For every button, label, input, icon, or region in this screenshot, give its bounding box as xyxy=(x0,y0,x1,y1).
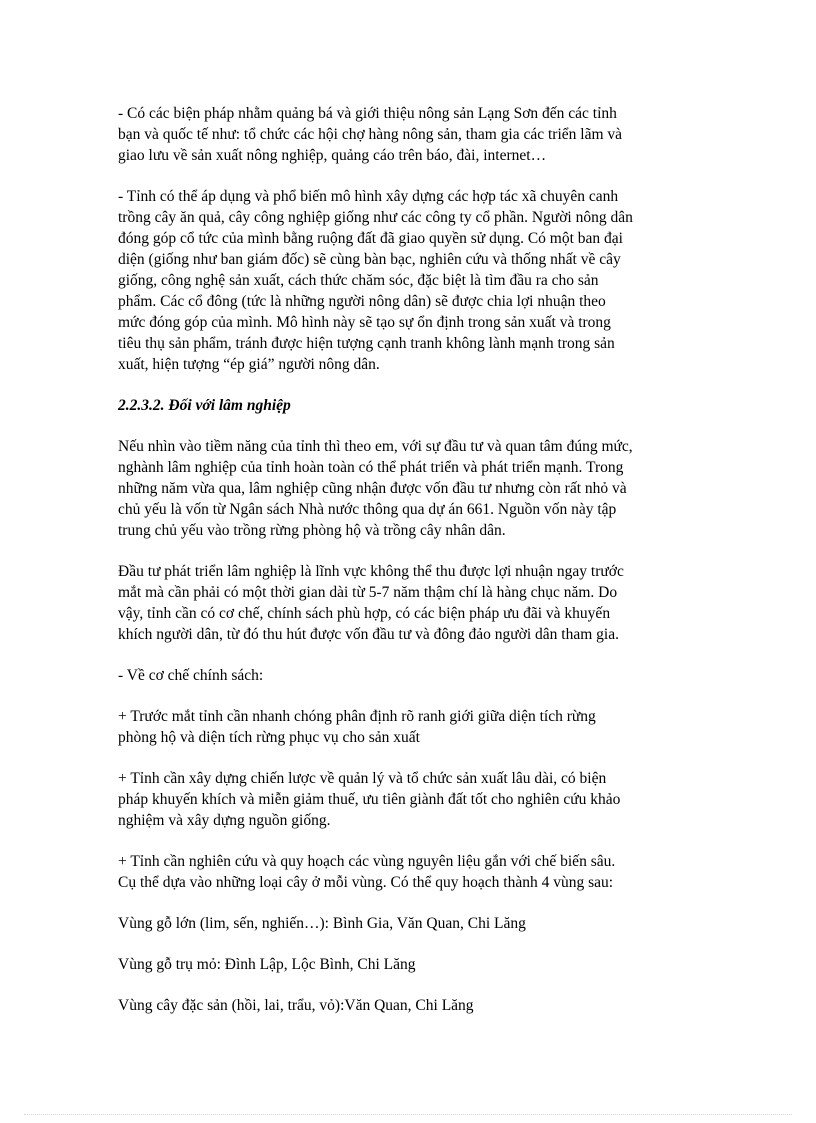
paragraph-forestry-potential: Nếu nhìn vào tiềm năng của tỉnh thì theo em, với sự đầu tư và quan tâm đúng mức, nghành lâm nghiệp của tỉnh hoàn toàn có thể phát triển và phát triển mạnh. Trong những năm vừa qua, lâm nghiệp cũng nhận được vốn đầu tư nhưng còn rất nhỏ và chủ yếu là vốn từ Ngân sách Nhà nước thông qua dự án 661. Nguồn vốn này tập trung chủ yếu vào trồng rừng phòng hộ và trồng cây nhân dân. xyxy=(118,438,633,539)
paragraph-policy-zoning: + Tỉnh cần nghiên cứu và quy hoạch các vùng nguyên liệu gắn với chế biến sâu. Cụ thể dựa vào những loại cây ở mỗi vùng. Có thể quy hoạch thành 4 vùng sau: xyxy=(118,853,616,891)
paragraph-policy-intro: - Về cơ chế chính sách: xyxy=(118,667,264,684)
paragraph-promotion: - Có các biện pháp nhằm quảng bá và giới thiệu nông sản Lạng Sơn đến các tỉnh bạn và quốc tế như: tổ chức các hội chợ hàng nông sản, tham gia các triển lãm và giao lưu về sản xuất nông nghiệp, quảng cáo trên báo, đài, internet… xyxy=(118,105,623,164)
document-body xyxy=(118,103,703,1036)
paragraph-policy-boundary: + Trước mắt tỉnh cần nhanh chóng phân định rõ ranh giới giữa diện tích rừng phòng hộ và diện tích rừng phục vụ cho sản xuất xyxy=(118,708,596,746)
paragraph-cooperative-model: - Tỉnh có thể áp dụng và phổ biến mô hình xây dựng các hợp tác xã chuyên canh trồng cây ăn quả, cây công nghiệp giống như các công ty cổ phần. Người nông dân đóng góp cổ tức của mình bằng ruộng đất đã giao quyền sử dụng. Có một ban đại diện (giống như ban giám đốc) sẽ cùng bàn bạc, nghiên cứu và thống nhất về cây giống, công nghệ sản xuất, cách thức chăm sóc, đặc biệt là tìm đầu ra cho sản phẩm. Các cổ đông (tức là những người nông dân) sẽ được chia lợi nhuận theo mức đóng góp của mình. Mô hình này sẽ tạo sự ổn định trong sản xuất và trong tiêu thụ sản phẩm, tránh được hiện tượng cạnh tranh không lành mạnh trong sản xuất, hiện tượng “ép giá” người nông dân. xyxy=(118,188,633,373)
zone-specialty-trees: Vùng cây đặc sản (hồi, lai, trẩu, vỏ):Văn Quan, Chi Lăng xyxy=(118,997,474,1014)
paragraph-policy-strategy: + Tỉnh cần xây dựng chiến lược về quản lý và tổ chức sản xuất lâu dài, có biện pháp khuyến khích và miễn giảm thuế, ưu tiên giành đất tốt cho nghiên cứu khảo nghiệm và xây dựng nguồn giống. xyxy=(118,770,621,829)
page-bottom-divider xyxy=(24,1114,792,1115)
section-heading: 2.2.3.2. Đối với lâm nghiệp xyxy=(118,397,291,414)
zone-mine-timber: Vùng gỗ trụ mỏ: Đình Lập, Lộc Bình, Chi Lăng xyxy=(118,956,416,973)
zone-large-timber: Vùng gỗ lớn (lim, sến, nghiến…): Bình Gia, Văn Quan, Chi Lăng xyxy=(118,915,526,932)
paragraph-forestry-investment: Đầu tư phát triển lâm nghiệp là lĩnh vực không thể thu được lợi nhuận ngay trước mắt mà cần phải có một thời gian dài từ 5-7 năm thậm chí là hàng chục năm. Do vậy, tỉnh cần có cơ chế, chính sách phù hợp, có các biện pháp ưu đãi và khuyến khích người dân, từ đó thu hút được vốn đầu tư và đông đảo người dân tham gia. xyxy=(118,563,624,643)
